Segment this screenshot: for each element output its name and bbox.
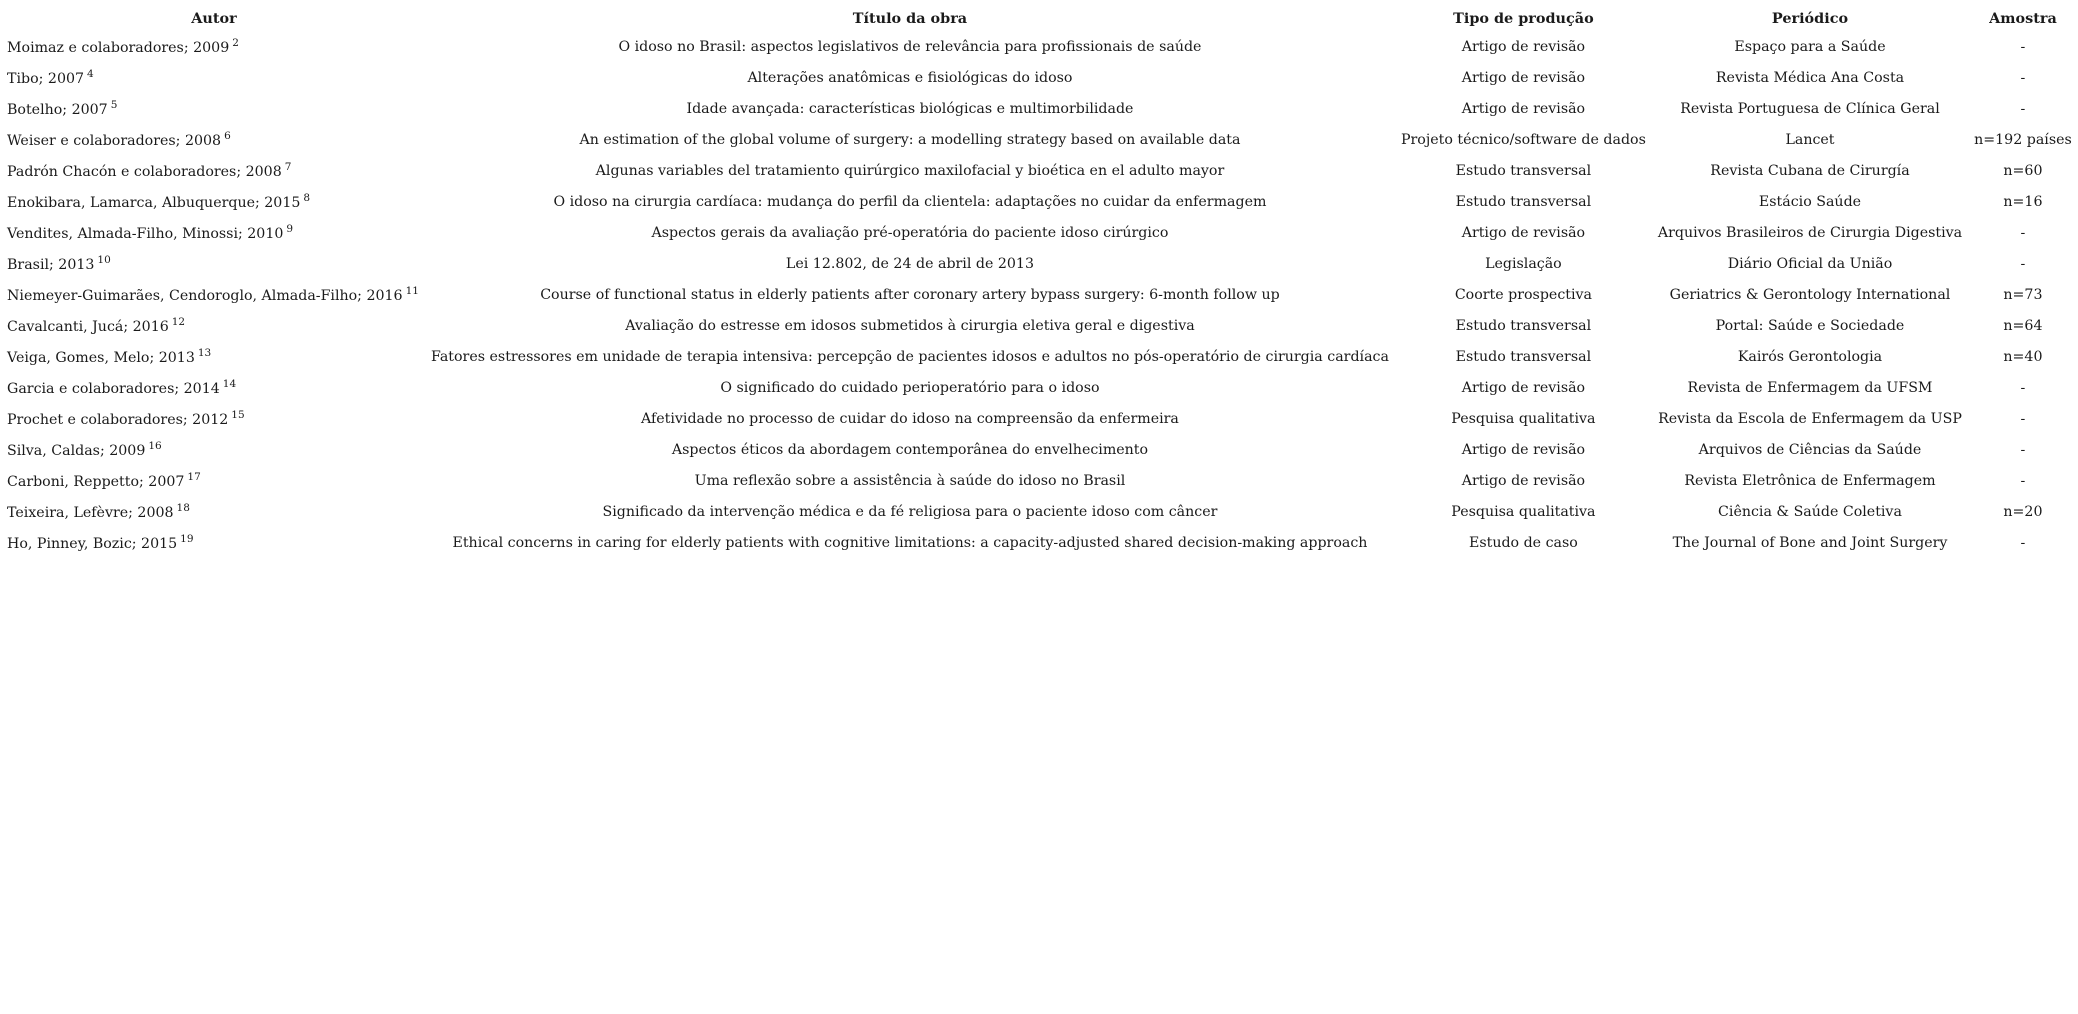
cell-autor (3, 248, 425, 279)
cell-periodico: Revista de Enfermagem da UFSM (1687, 379, 1933, 396)
reference-number: 2 (232, 37, 239, 49)
table-row (3, 341, 2078, 372)
cell-tipo: Estudo transversal (1455, 162, 1592, 179)
cell-tipo: Projeto técnico/software de dados (1400, 131, 1646, 148)
cell-autor (3, 496, 425, 527)
cell-periodico: Portal: Saúde e Sociedade (1715, 317, 1905, 334)
author-text: Veiga, Gomes, Melo; 2013 (7, 350, 195, 366)
author-text: Cavalcanti, Jucá; 2016 (7, 319, 169, 335)
reference-number: 6 (224, 130, 231, 142)
cell-autor (3, 310, 425, 341)
table-header-row (3, 5, 2078, 31)
cell-titulo: Avaliação do estresse em idosos submetidos à cirurgia eletiva geral e digestiva (625, 317, 1195, 334)
author-text: Brasil; 2013 (7, 257, 95, 273)
cell-titulo: Ethical concerns in caring for elderly patients with cognitive limitations: a capacity-adjusted shared decision-making approach (452, 534, 1368, 551)
cell-periodico: Espaço para a Saúde (1734, 38, 1886, 55)
author-text: Garcia e colaboradores; 2014 (7, 381, 220, 397)
cell-amostra: n=20 (2003, 503, 2043, 520)
table-row (3, 310, 2078, 341)
author-text: Enokibara, Lamarca, Albuquerque; 2015 (7, 195, 301, 211)
cell-periodico: Revista da Escola de Enfermagem da USP (1658, 410, 1962, 427)
reference-number: 16 (148, 440, 162, 452)
author-text: Moimaz e colaboradores; 2009 (7, 40, 230, 56)
table-row (3, 279, 2078, 310)
cell-periodico: Revista Portuguesa de Clínica Geral (1680, 100, 1940, 117)
cell-periodico: Arquivos de Ciências da Saúde (1698, 441, 1922, 458)
cell-amostra: n=16 (2003, 193, 2043, 210)
cell-amostra: n=64 (2003, 317, 2043, 334)
table-row (3, 434, 2078, 465)
cell-periodico: Ciência & Saúde Coletiva (1718, 503, 1902, 520)
cell-titulo: Fatores estressores em unidade de terapia intensiva: percepção de pacientes idosos e adultos no pós-operatório de cirurgia cardíaca (430, 348, 1389, 365)
table-row (3, 496, 2078, 527)
cell-titulo: An estimation of the global volume of surgery: a modelling strategy based on available data (579, 131, 1241, 148)
references-table (3, 5, 2078, 558)
cell-periodico: Revista Cubana de Cirurgía (1710, 162, 1910, 179)
cell-titulo: Course of functional status in elderly patients after coronary artery bypass surgery: 6-month follow up (540, 286, 1280, 303)
cell-autor (3, 527, 425, 558)
cell-titulo: O significado do cuidado perioperatório para o idoso (720, 379, 1100, 396)
cell-tipo: Pesquisa qualitativa (1451, 410, 1596, 427)
cell-amostra: - (2020, 410, 2026, 427)
cell-autor (3, 124, 425, 155)
cell-tipo: Estudo de caso (1468, 534, 1578, 551)
cell-autor (3, 403, 425, 434)
cell-titulo: Afetividade no processo de cuidar do idoso na compreensão da enfermeira (641, 410, 1179, 427)
cell-tipo: Estudo transversal (1455, 193, 1592, 210)
cell-amostra: - (2020, 224, 2026, 241)
table-row (3, 217, 2078, 248)
reference-number: 8 (303, 192, 311, 204)
author-text: Tibo; 2007 (7, 71, 85, 87)
cell-titulo: O idoso no Brasil: aspectos legislativos de relevância para profissionais de saúde (618, 38, 1202, 55)
author-text: Botelho; 2007 (7, 102, 108, 118)
table-row (3, 248, 2078, 279)
cell-amostra: n=40 (2003, 348, 2043, 365)
cell-tipo: Estudo transversal (1455, 348, 1592, 365)
cell-amostra: - (2020, 100, 2026, 117)
cell-periodico: Lancet (1785, 131, 1835, 148)
table-row (3, 62, 2078, 93)
cell-periodico: Arquivos Brasileiros de Cirurgia Digestiva (1657, 224, 1963, 241)
header-periodico: Periódico (1771, 9, 1849, 27)
cell-autor (3, 465, 425, 496)
reference-number: 18 (176, 502, 190, 514)
table-row (3, 93, 2078, 124)
reference-number: 13 (197, 347, 212, 359)
author-text: Ho, Pinney, Bozic; 2015 (7, 536, 178, 552)
cell-tipo: Coorte prospectiva (1454, 286, 1592, 303)
table-row (3, 527, 2078, 558)
cell-amostra: - (2020, 534, 2026, 551)
header-tipo: Tipo de produção (1453, 9, 1594, 27)
table-row (3, 372, 2078, 403)
cell-amostra: - (2020, 69, 2026, 86)
header-autor: Autor (191, 9, 237, 27)
author-text: Teixeira, Lefèvre; 2008 (7, 505, 174, 521)
author-text: Weiser e colaboradores; 2008 (7, 133, 222, 149)
table-row (3, 155, 2078, 186)
cell-titulo: Alterações anatômicas e fisiológicas do idoso (747, 69, 1073, 86)
author-text: Vendites, Almada-Filho, Minossi; 2010 (7, 226, 284, 242)
cell-titulo: Idade avançada: características biológicas e multimorbilidade (686, 100, 1134, 117)
reference-number: 4 (87, 68, 94, 80)
author-text: Silva, Caldas; 2009 (7, 443, 146, 459)
cell-autor (3, 186, 425, 217)
cell-amostra: - (2020, 379, 2026, 396)
cell-autor (3, 217, 425, 248)
cell-autor (3, 434, 425, 465)
cell-periodico: Revista Eletrônica de Enfermagem (1684, 472, 1936, 489)
author-text: Carboni, Reppetto; 2007 (7, 474, 185, 490)
reference-number: 5 (110, 99, 118, 111)
author-text: Niemeyer-Guimarães, Cendoroglo, Almada-Filho; 2016 (7, 288, 403, 304)
table-row (3, 31, 2078, 62)
cell-periodico: Geriatrics & Gerontology International (1669, 286, 1951, 303)
cell-tipo: Artigo de revisão (1461, 224, 1586, 241)
cell-periodico: Diário Oficial da União (1727, 255, 1893, 272)
cell-autor (3, 31, 425, 62)
cell-titulo: Aspectos gerais da avaliação pré-operatória do paciente idoso cirúrgico (651, 224, 1169, 241)
cell-amostra: n=60 (2003, 162, 2043, 179)
table-row (3, 186, 2078, 217)
cell-titulo: Significado da intervenção médica e da fé religiosa para o paciente idoso com câncer (602, 503, 1218, 520)
cell-autor (3, 372, 425, 403)
cell-periodico: Estácio Saúde (1758, 193, 1862, 210)
reference-number: 15 (231, 409, 245, 421)
cell-amostra: - (2020, 441, 2026, 458)
cell-tipo: Artigo de revisão (1461, 38, 1586, 55)
cell-tipo: Artigo de revisão (1461, 379, 1586, 396)
table-row (3, 403, 2078, 434)
cell-autor (3, 62, 425, 93)
reference-number: 17 (187, 471, 201, 483)
cell-periodico: Kairós Gerontologia (1737, 348, 1883, 365)
reference-number: 19 (180, 533, 194, 545)
cell-autor (3, 155, 425, 186)
reference-number: 14 (222, 378, 237, 390)
cell-amostra: - (2020, 472, 2026, 489)
cell-titulo: Algunas variables del tratamiento quirúrgico maxilofacial y bioética en el adulto mayor (595, 162, 1225, 179)
cell-amostra: - (2020, 255, 2026, 272)
reference-number: 10 (97, 254, 111, 266)
cell-autor (3, 341, 425, 372)
cell-titulo: O idoso na cirurgia cardíaca: mudança do perfil da clientela: adaptações no cuidar da enfermagem (553, 193, 1267, 210)
cell-periodico: Revista Médica Ana Costa (1715, 69, 1905, 86)
cell-titulo: Lei 12.802, de 24 de abril de 2013 (785, 255, 1034, 272)
cell-amostra: n=192 países (1974, 131, 2072, 148)
cell-amostra: n=73 (2003, 286, 2043, 303)
reference-number: 7 (284, 161, 292, 173)
table-row (3, 465, 2078, 496)
cell-tipo: Artigo de revisão (1461, 100, 1586, 117)
table-row (3, 124, 2078, 155)
cell-titulo: Uma reflexão sobre a assistência à saúde do idoso no Brasil (694, 472, 1126, 489)
cell-tipo: Artigo de revisão (1461, 472, 1586, 489)
cell-tipo: Estudo transversal (1455, 317, 1592, 334)
cell-tipo: Pesquisa qualitativa (1451, 503, 1596, 520)
author-text: Padrón Chacón e colaboradores; 2008 (7, 164, 282, 180)
cell-tipo: Artigo de revisão (1461, 69, 1586, 86)
reference-number: 12 (171, 316, 186, 328)
header-amostra: Amostra (1989, 9, 2057, 27)
cell-autor (3, 93, 425, 124)
author-text: Prochet e colaboradores; 2012 (7, 412, 229, 428)
reference-number: 11 (405, 285, 419, 297)
cell-periodico: The Journal of Bone and Joint Surgery (1672, 534, 1948, 551)
reference-number: 9 (286, 223, 294, 235)
cell-amostra: - (2020, 38, 2026, 55)
cell-tipo: Legislação (1485, 255, 1562, 272)
cell-autor (3, 279, 425, 310)
header-titulo: Título da obra (852, 9, 968, 27)
cell-tipo: Artigo de revisão (1461, 441, 1586, 458)
cell-titulo: Aspectos éticos da abordagem contemporânea do envelhecimento (671, 441, 1149, 458)
